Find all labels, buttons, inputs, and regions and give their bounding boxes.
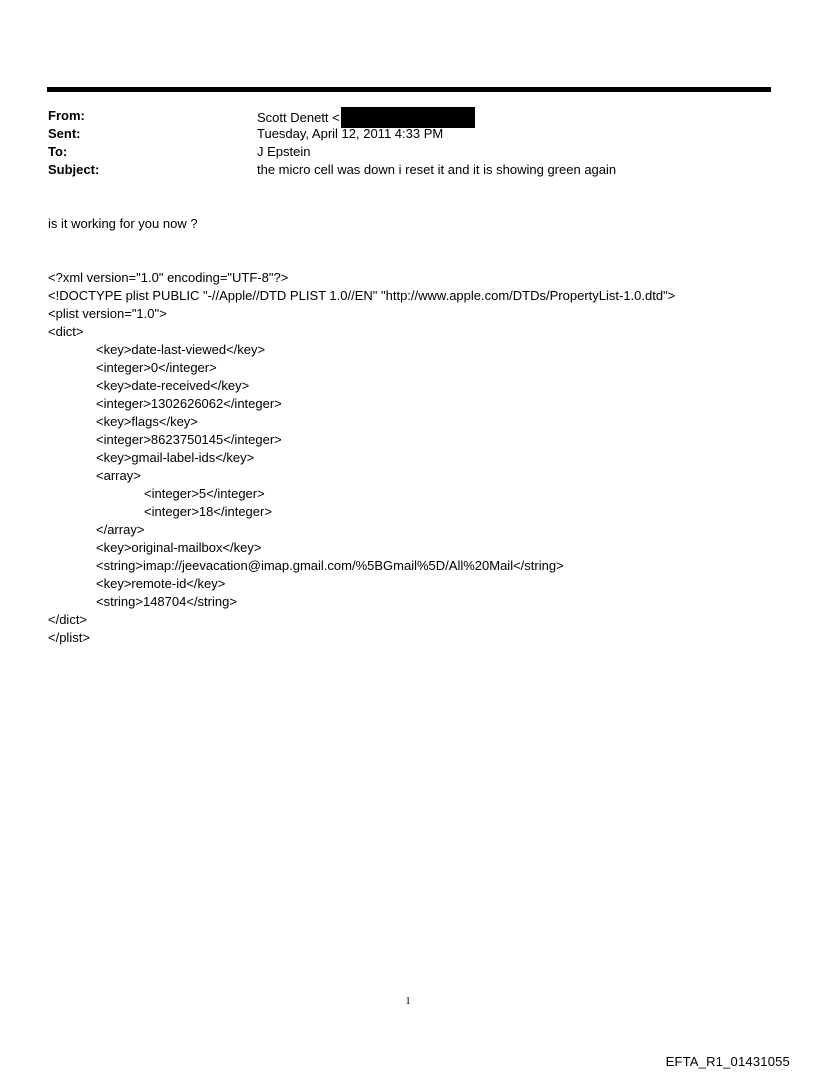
subject-value: the micro cell was down i reset it and it is showing green again: [257, 162, 617, 177]
sent-label: Sent:: [48, 126, 81, 141]
xml-line: <plist version="1.0">: [48, 306, 167, 321]
xml-line: </dict>: [48, 612, 88, 627]
xml-line: <integer>18</integer>: [144, 504, 272, 519]
from-label: From:: [48, 108, 85, 123]
xml-line: <key>date-received</key>: [96, 378, 250, 393]
xml-line: <integer>5</integer>: [144, 486, 265, 501]
document-id: EFTA_R1_01431055: [665, 1054, 790, 1069]
xml-line: <integer>1302626062</integer>: [96, 396, 282, 411]
xml-line: <key>date-last-viewed</key>: [96, 342, 266, 357]
xml-line: <?xml version="1.0" encoding="UTF-8"?>: [48, 270, 289, 285]
xml-line: <key>gmail-label-ids</key>: [96, 450, 255, 465]
sent-value: Tuesday, April 12, 2011 4:33 PM: [257, 126, 444, 141]
xml-line: <string>imap://jeevacation@imap.gmail.com/%5BGmail%5D/All%20Mail</string>: [96, 558, 564, 573]
to-value: J Epstein: [257, 144, 311, 159]
xml-line: <dict>: [48, 324, 84, 339]
xml-line: <key>remote-id</key>: [96, 576, 226, 591]
xml-line: </array>: [96, 522, 145, 537]
xml-line: <integer>8623750145</integer>: [96, 432, 282, 447]
header-divider: [47, 87, 771, 92]
sender-name: Scott Denett <: [257, 110, 340, 125]
subject-label: Subject:: [48, 162, 100, 177]
xml-line: <array>: [96, 468, 141, 483]
xml-line: <!DOCTYPE plist PUBLIC "-//Apple//DTD PLIST 1.0//EN" "http://www.apple.com/DTDs/PropertyList-1.0.dtd">: [48, 288, 676, 303]
xml-line: <string>148704</string>: [96, 594, 237, 609]
xml-line: <key>flags</key>: [96, 414, 198, 429]
message-text: is it working for you now ?: [48, 216, 198, 231]
xml-line: <integer>0</integer>: [96, 360, 217, 375]
page-number: 1: [405, 995, 411, 1007]
xml-line: </plist>: [48, 630, 90, 645]
to-label: To:: [48, 144, 68, 159]
xml-line: <key>original-mailbox</key>: [96, 540, 262, 555]
